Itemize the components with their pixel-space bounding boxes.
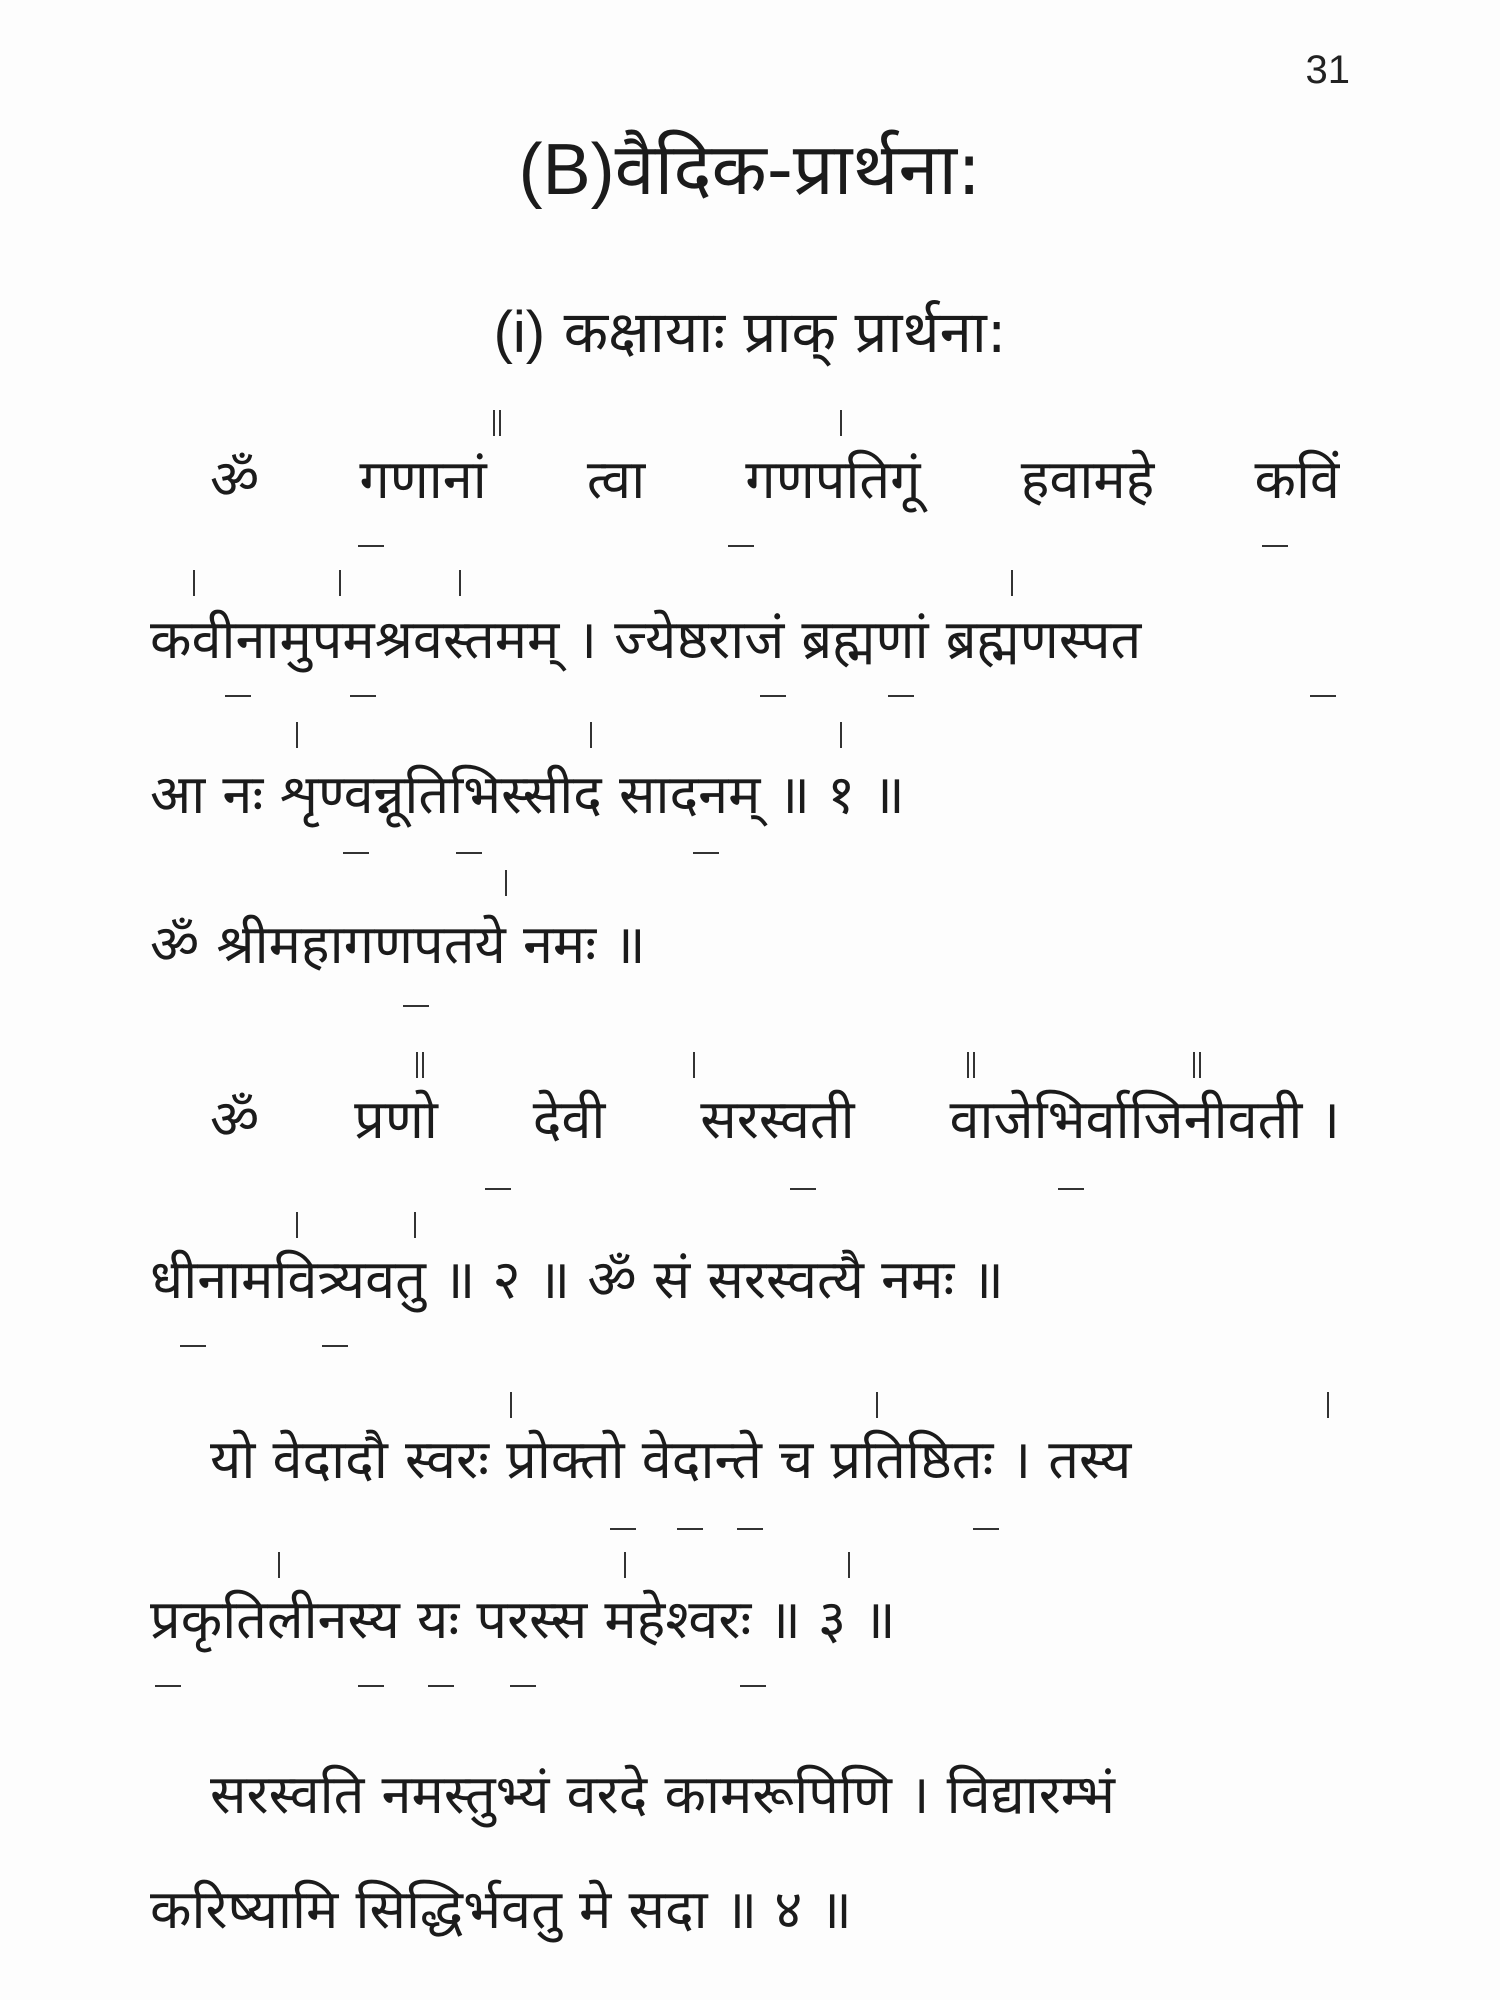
verse-word: ॐ [210,1088,260,1151]
verse-1-line-2: कवीनामुपमश्रवस्तमम् । ज्येष्ठराजं ब्रह्मणां ब्रह्मणस्पत [150,608,1142,671]
anudatta-accent-mark [740,1685,766,1687]
anudatta-accent-mark [610,1528,636,1530]
verse-word: गणपतिगूं [745,448,921,511]
udatta-accent-mark [459,570,461,596]
verse-word: हवामहे [1020,448,1155,511]
udatta-accent-mark [193,570,195,596]
anudatta-accent-mark [358,545,384,547]
section-heading [0,127,1500,211]
udatta-accent-mark [848,1552,850,1578]
svarita-accent-mark [967,1052,969,1078]
verse-2-line-1 [210,1080,1340,1154]
svarita-accent-mark [1193,1052,1195,1078]
svarita-accent-mark [422,1052,424,1078]
anudatta-accent-mark [790,1188,816,1190]
anudatta-accent-mark [1058,1188,1084,1190]
udatta-accent-mark [505,870,507,896]
verse-word: वाजेभिर्वाजिनीवती । [949,1088,1340,1151]
anudatta-accent-mark [728,545,754,547]
anudatta-accent-mark [1262,545,1288,547]
anudatta-accent-mark [180,1345,206,1347]
anudatta-accent-mark [350,695,376,697]
anudatta-accent-mark [888,695,914,697]
svarita-accent-mark [973,1052,975,1078]
anudatta-accent-mark [510,1685,536,1687]
anudatta-accent-mark [343,852,369,854]
sub-heading-text: कक्षायाः प्राक् प्रार्थना: [563,298,1007,366]
section-heading-text: वैदिक-प्रार्थना: [614,127,982,211]
section-heading-prefix: (B) [518,130,615,210]
anudatta-accent-mark [737,1528,763,1530]
udatta-accent-mark [1011,570,1013,596]
anudatta-accent-mark [322,1345,348,1347]
verse-3-line-1: यो वेदादौ स्वरः प्रोक्तो वेदान्ते च प्रतिष्ठितः । तस्य [210,1428,1132,1491]
udatta-accent-mark [876,1392,878,1418]
udatta-accent-mark [840,410,842,436]
anudatta-accent-mark [485,1188,511,1190]
verse-1-line-3: आ नः शृण्वन्नूतिभिस्सीद सादनम् ॥ १ ॥ [150,763,905,826]
udatta-accent-mark [624,1552,626,1578]
verse-word: गणानां [359,448,487,511]
udatta-accent-mark [414,1212,416,1238]
verse-4-line-2: करिष्यामि सिद्धिर्भवतु मे सदा ॥ ४ ॥ [150,1878,852,1941]
anudatta-accent-mark [428,1685,454,1687]
verse-word: देवी [532,1088,606,1151]
anudatta-accent-mark [155,1685,181,1687]
verse-1-line-1 [210,440,1340,514]
svarita-accent-mark [416,1052,418,1078]
verse-word: प्रणो [354,1088,438,1151]
verse-3-line-2: प्रकृतिलीनस्य यः परस्स महेश्वरः ॥ ३ ॥ [150,1588,896,1651]
anudatta-accent-mark [225,695,251,697]
anudatta-accent-mark [358,1685,384,1687]
udatta-accent-mark [590,722,592,748]
anudatta-accent-mark [693,852,719,854]
sub-heading [0,290,1500,369]
svarita-accent-mark [499,410,501,436]
anudatta-accent-mark [973,1528,999,1530]
anudatta-accent-mark [403,1005,429,1007]
verse-2-line-2: धीनामवित्र्यवतु ॥ २ ॥ ॐ सं सरस्वत्यै नमः ॥ [150,1248,1004,1311]
page-number: 31 [1305,48,1350,92]
anudatta-accent-mark [456,852,482,854]
anudatta-accent-mark [677,1528,703,1530]
sub-heading-prefix: (i) [493,300,546,365]
verse-word: त्वा [586,448,646,511]
verse-word: सरस्वती [700,1088,855,1151]
udatta-accent-mark [510,1392,512,1418]
udatta-accent-mark [296,1212,298,1238]
udatta-accent-mark [693,1052,695,1078]
udatta-accent-mark [840,722,842,748]
svarita-accent-mark [493,410,495,436]
anudatta-accent-mark [760,695,786,697]
verse-word: कविं [1254,448,1340,511]
udatta-accent-mark [296,722,298,748]
verse-4-line-1: सरस्वति नमस्तुभ्यं वरदे कामरूपिणि । विद्यारम्भं [210,1763,1115,1826]
udatta-accent-mark [1327,1392,1329,1418]
verse-word: ॐ [210,448,260,511]
udatta-accent-mark [278,1552,280,1578]
anudatta-accent-mark [1310,695,1336,697]
svarita-accent-mark [1199,1052,1201,1078]
mantra-ganapati: ॐ श्रीमहागणपतये नमः ॥ [150,913,646,976]
udatta-accent-mark [339,570,341,596]
